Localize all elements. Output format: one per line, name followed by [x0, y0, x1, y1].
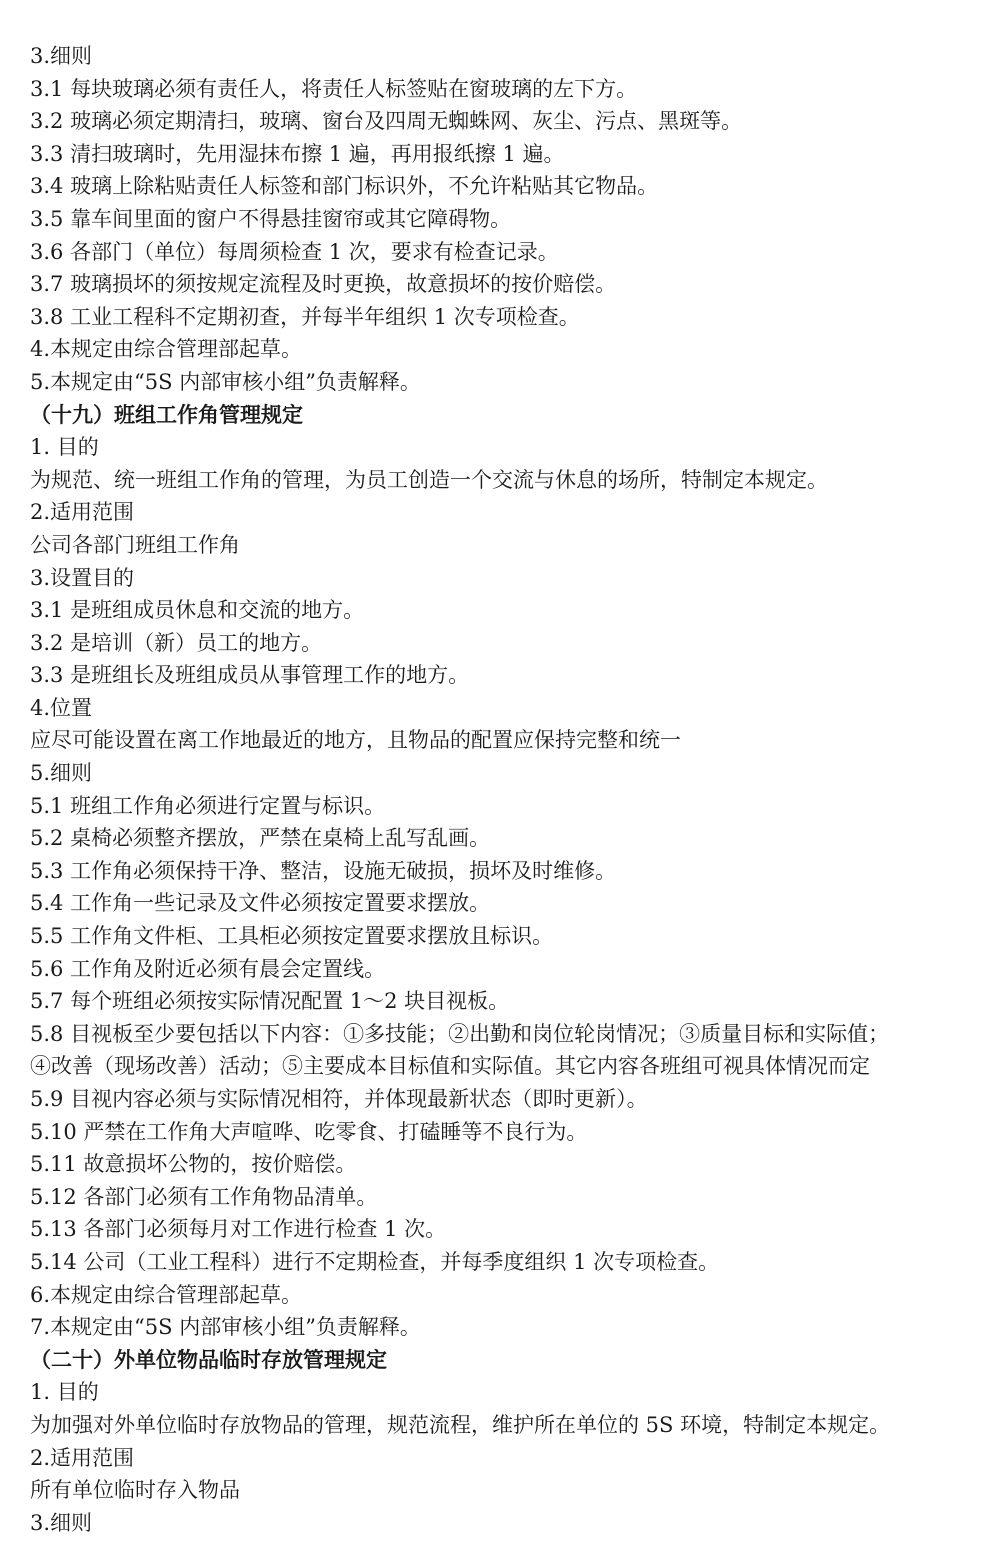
text-line: 5.8 目视板至少要包括以下内容：①多技能；②出勤和岗位轮岗情况；③质量目标和实际值； — [30, 1021, 890, 1046]
text-line: 5.6 工作角及附近必须有晨会定置线。 — [30, 956, 386, 981]
document-body — [30, 40, 990, 1539]
text-line: 5.细则 — [30, 761, 93, 786]
text-line: ④改善（现场改善）活动；⑤主要成本目标值和实际值。其它内容各班组可视具体情况而定 — [30, 1054, 870, 1079]
text-line: 为加强对外单位临时存放物品的管理，规范流程，维护所在单位的 5S 环境，特制定本规定。 — [30, 1412, 891, 1437]
text-line: 3.3 是班组长及班组成员从事管理工作的地方。 — [30, 663, 470, 688]
text-line: 5.4 工作角一些记录及文件必须按定置要求摆放。 — [30, 891, 491, 916]
text-line: 5.11 故意损坏公物的，按价赔偿。 — [30, 1152, 357, 1177]
text-line: 3.2 玻璃必须定期清扫，玻璃、窗台及四周无蜘蛛网、灰尘、污点、黑斑等。 — [30, 109, 743, 134]
text-line: 5.2 桌椅必须整齐摆放，严禁在桌椅上乱写乱画。 — [30, 826, 491, 851]
text-line: 1. 目的 — [30, 435, 99, 460]
text-line: 2.适用范围 — [30, 1445, 135, 1470]
text-line: 5.本规定由“5S 内部审核小组”负责解释。 — [30, 369, 421, 394]
text-line: 5.5 工作角文件柜、工具柜必须按定置要求摆放且标识。 — [30, 924, 554, 949]
text-line: 3.6 各部门（单位）每周须检查 1 次，要求有检查记录。 — [30, 239, 559, 264]
text-line: 5.7 每个班组必须按实际情况配置 1～2 块目视板。 — [30, 989, 510, 1014]
text-line: 3.5 靠车间里面的窗户不得悬挂窗帘或其它障碍物。 — [30, 206, 512, 231]
text-line: 5.12 各部门必须有工作角物品清单。 — [30, 1184, 378, 1209]
text-line: 5.3 工作角必须保持干净、整洁，设施无破损，损坏及时维修。 — [30, 858, 617, 883]
text-line: 4.位置 — [30, 695, 93, 720]
text-line: 3.1 是班组成员休息和交流的地方。 — [30, 598, 365, 623]
text-line: 4.本规定由综合管理部起草。 — [30, 337, 303, 362]
text-line: 5.10 严禁在工作角大声喧哗、吃零食、打磕睡等不良行为。 — [30, 1119, 588, 1144]
text-line: 3.1 每块玻璃必须有责任人，将责任人标签贴在窗玻璃的左下方。 — [30, 76, 638, 101]
text-line: 2.适用范围 — [30, 500, 135, 525]
text-line: 3.细则 — [30, 44, 93, 68]
text-line: 5.1 班组工作角必须进行定置与标识。 — [30, 793, 386, 818]
text-line: 公司各部门班组工作角 — [30, 532, 240, 557]
text-line: 3.8 工业工程科不定期初查，并每半年组织 1 次专项检查。 — [30, 304, 580, 329]
text-line: 3.7 玻璃损坏的须按规定流程及时更换，故意损坏的按价赔偿。 — [30, 272, 617, 297]
text-line: 3.3 清扫玻璃时，先用湿抹布擦 1 遍，再用报纸擦 1 遍。 — [30, 141, 565, 166]
text-line: 3.设置目的 — [30, 565, 135, 590]
section-heading: （二十）外单位物品临时存放管理规定 — [30, 1347, 387, 1372]
section-heading: （十九）班组工作角管理规定 — [30, 402, 303, 427]
text-line: 7.本规定由“5S 内部审核小组”负责解释。 — [30, 1315, 421, 1340]
text-line: 5.9 目视内容必须与实际情况相符，并体现最新状态（即时更新）。 — [30, 1087, 648, 1111]
text-line: 3.4 玻璃上除粘贴责任人标签和部门标识外，不允许粘贴其它物品。 — [30, 174, 659, 199]
text-line: 1. 目的 — [30, 1380, 99, 1405]
text-line: 为规范、统一班组工作角的管理，为员工创造一个交流与休息的场所，特制定本规定。 — [30, 467, 828, 492]
text-line: 所有单位临时存入物品 — [30, 1478, 240, 1503]
text-line: 3.细则 — [30, 1510, 93, 1535]
text-line: 5.13 各部门必须每月对工作进行检查 1 次。 — [30, 1217, 447, 1242]
text-line: 3.2 是培训（新）员工的地方。 — [30, 630, 323, 655]
text-line: 6.本规定由综合管理部起草。 — [30, 1282, 303, 1307]
text-line: 应尽可能设置在离工作地最近的地方，且物品的配置应保持完整和统一 — [30, 728, 681, 753]
text-line: 5.14 公司（工业工程科）进行不定期检查，并每季度组织 1 次专项检查。 — [30, 1249, 720, 1274]
